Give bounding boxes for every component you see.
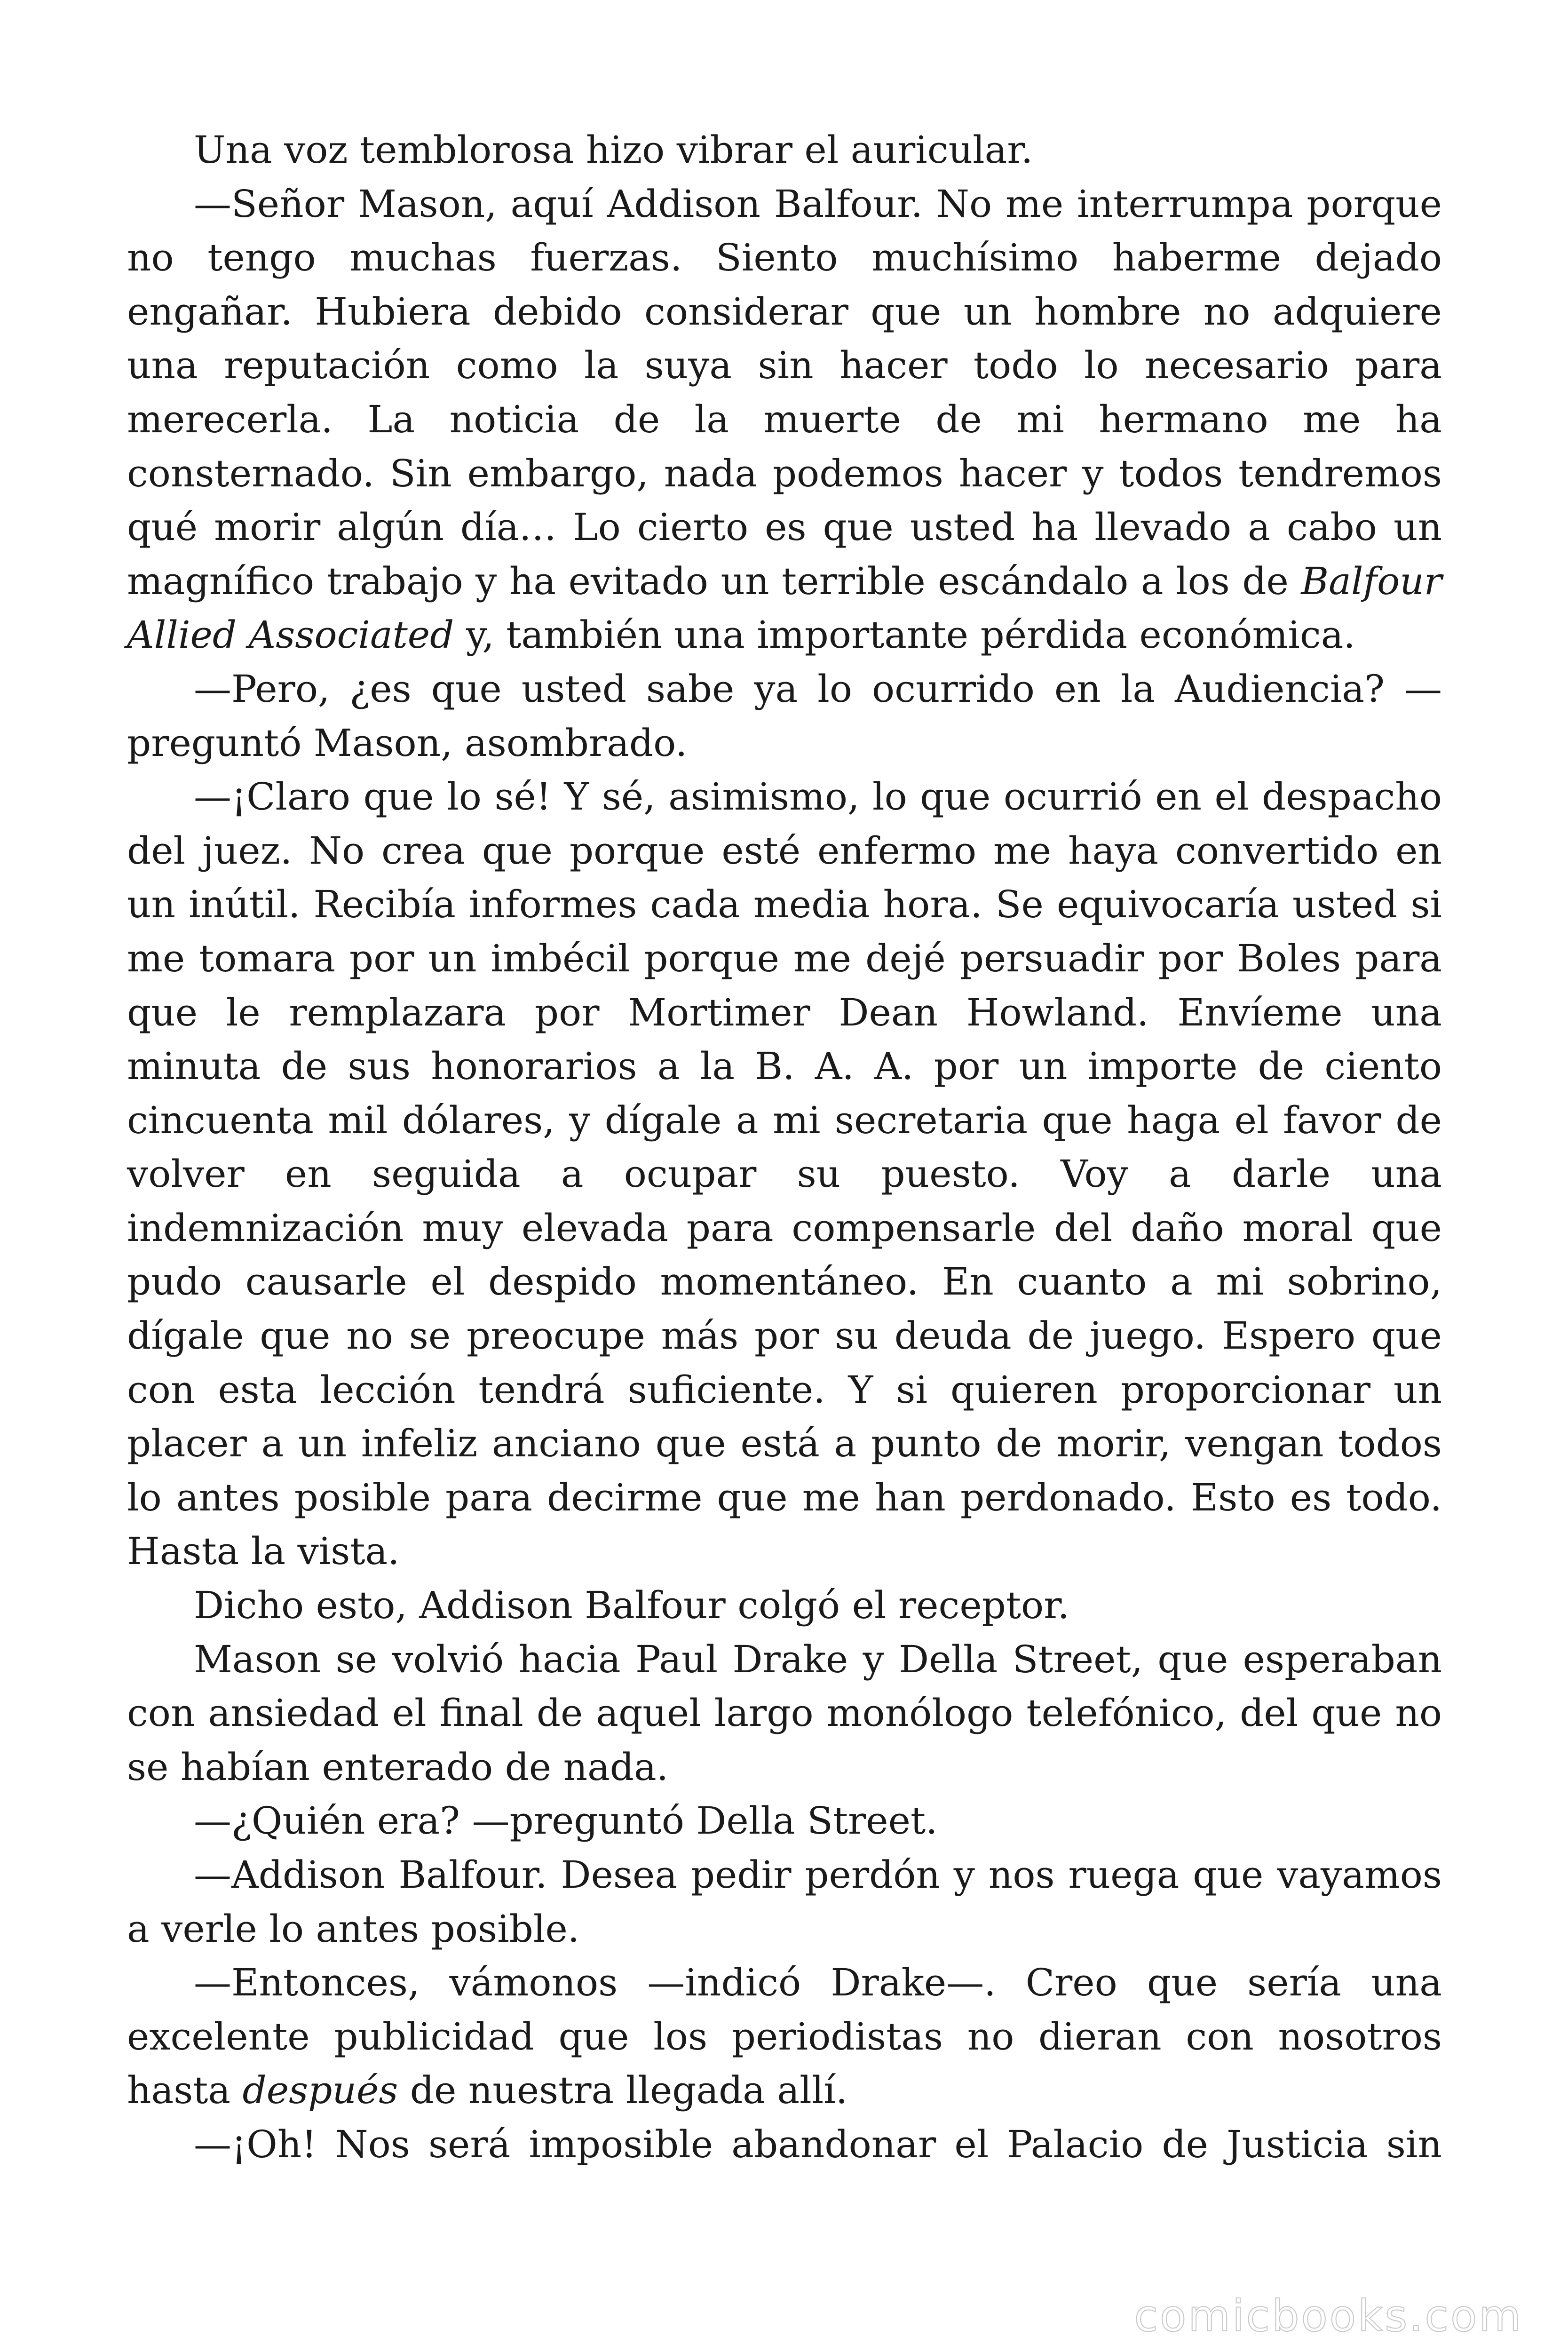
text-run: y, también una importante pérdida económica. [454,613,1355,657]
text-run: —¡Claro que lo sé! Y sé, asimismo, lo que ocurrió en el despacho del juez. No crea que porque esté enfermo me haya convertido en un inútil. Recibía informes cada media hora. Se equivocaría usted si me tomara por un imbécil porque me dejé persuadir por Boles para que le remplazara por Mortimer Dean Howland. Envíeme una minuta de sus honorarios a la B. A. A. por un importe de ciento cincuenta mil dólares, y dígale a mi secretaria que haga el favor de volver en seguida a ocupar su puesto. Voy a darle una indemnización muy elevada para compensarle del daño moral que pudo causarle el despido momentáneo. En cuanto a mi sobrino, dígale que no se preocupe más por su deuda de juego. Espero que con esta lección tendrá suficiente. Y si quieren proporcionar un placer a un infeliz anciano que está a punto de morir, vengan todos lo antes posible para decirme que me han perdonado. Esto es todo. Hasta la vista. [127,775,1442,1573]
italic-text: después [242,2068,398,2113]
italic-text: Balfour Allied Associated [127,559,1442,657]
text-run: —Addison Balfour. Desea pedir perdón y nos ruega que vayamos a verle lo antes posible. [127,1853,1442,1951]
paragraph [127,770,1442,1579]
paragraph [127,1794,1442,1848]
paragraph [127,662,1442,770]
paragraph [127,1848,1442,1956]
text-run: de nuestra llegada allí. [398,2068,848,2113]
paragraph [127,177,1442,662]
text-run: Una voz temblorosa hizo vibrar el auricular. [194,128,1033,172]
paragraph [127,1956,1442,2118]
text-run: —¿Quién era? —preguntó Della Street. [194,1799,938,1843]
text-run: Mason se volvió hacia Paul Drake y Della Street, que esperaban con ansiedad el final de aquel largo monólogo telefónico, del que no se habían enterado de nada. [127,1637,1442,1789]
page-text [127,123,1442,2172]
text-run: —Pero, ¿es que usted sabe ya lo ocurrido en la Audiencia? — preguntó Mason, asombrado. [127,667,1442,765]
watermark: comicbooks.com [1134,2291,1523,2341]
text-run: —Entonces, vámonos —indicó Drake—. Creo que sería una excelente publicidad que los periodistas no dieran con nosotros hasta [127,1961,1442,2113]
text-run: —Señor Mason, aquí Addison Balfour. No me interrumpa porque no tengo muchas fuerzas. Siento muchísimo haberme dejado engañar. Hubiera debido considerar que un hombre no adquiere una reputación como la suya sin hacer todo lo necesario para merecerla. La noticia de la muerte de mi hermano me ha consternado. Sin embargo, nada podemos hacer y todos tendremos qué morir algún día… Lo cierto es que usted ha llevado a cabo un magnífico trabajo y ha evitado un terrible escándalo a los de [127,182,1442,603]
paragraph [127,2118,1442,2172]
text-run: —¡Oh! Nos será imposible abandonar el Palacio de Justicia sin [194,2122,1442,2166]
paragraph [127,1633,1442,1795]
text-run: Dicho esto, Addison Balfour colgó el receptor. [194,1583,1070,1628]
paragraph [127,1579,1442,1633]
paragraph [127,123,1442,177]
